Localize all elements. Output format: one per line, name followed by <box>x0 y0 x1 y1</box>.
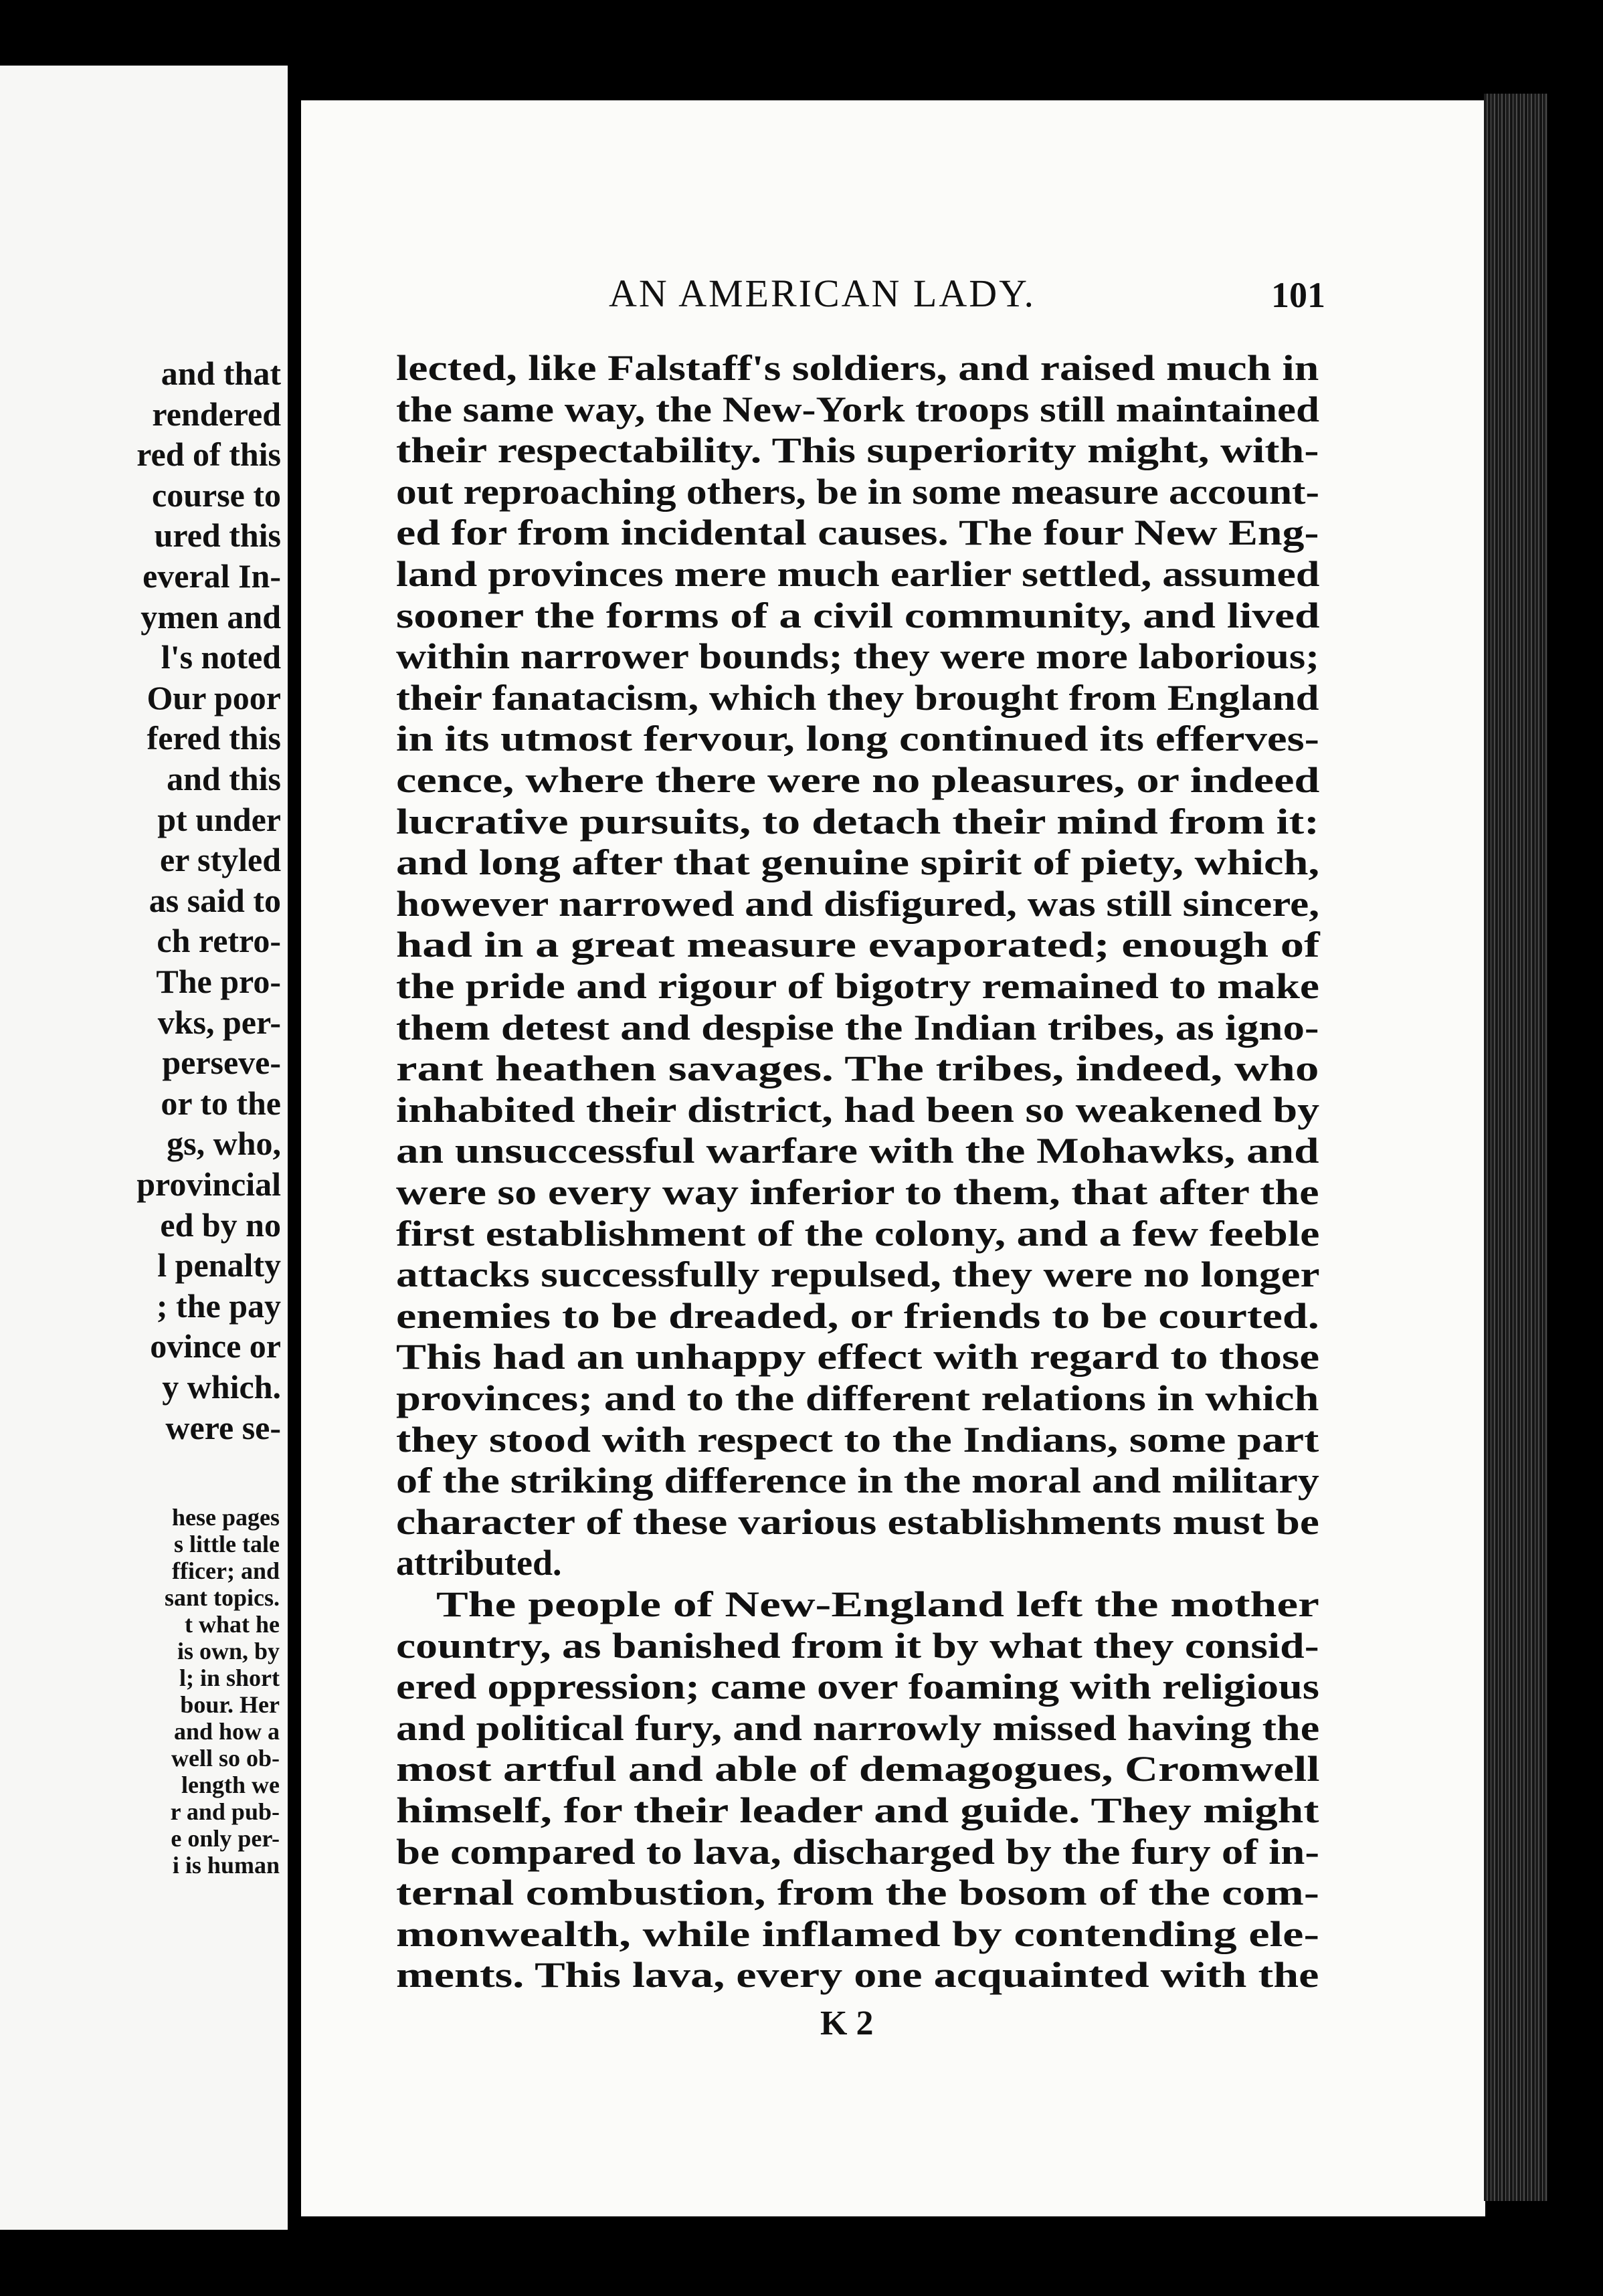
body-line: their fanatacism, which they brought from England <box>396 677 1319 718</box>
body-line: of the striking difference in the moral and military <box>396 1460 1319 1501</box>
body-line: an unsuccessful warfare with the Mohawks, and <box>396 1131 1319 1171</box>
left-page-line: and this <box>167 760 281 797</box>
left-page-line: l penalty <box>157 1246 281 1284</box>
left-page-line: Our poor <box>147 678 281 716</box>
left-page-note-line: r and pub- <box>170 1798 280 1825</box>
left-page-line: gs, who, <box>167 1125 281 1163</box>
left-page-note-line: l; in short <box>179 1664 280 1691</box>
left-page-line: everal In- <box>143 557 281 595</box>
body-line: ments. This lava, every one acquainted with the <box>396 1955 1319 1996</box>
body-line: country, as banished from it by what they consid- <box>396 1625 1319 1666</box>
body-line: their respectability. This superiority might, with- <box>396 430 1319 471</box>
body-line: were so every way inferior to them, that after the <box>396 1172 1319 1212</box>
body-line: monwealth, while inflamed by contending ele- <box>396 1913 1320 1954</box>
left-page-line: ymen and <box>140 597 281 636</box>
left-page-note-line: and how a <box>173 1718 280 1745</box>
body-line: inhabited their district, had been so weakened by <box>396 1089 1320 1130</box>
body-line: rant heathen savages. The tribes, indeed, who <box>396 1048 1319 1089</box>
body-line: The people of New-England left the mother <box>436 1584 1319 1624</box>
body-line: most artful and able of demagogues, Cromwell <box>396 1749 1320 1790</box>
left-page-note-line: sant topics. <box>164 1584 280 1611</box>
body-line: and long after that genuine spirit of piety, which, <box>396 842 1320 883</box>
body-line: first establishment of the colony, and a few feeble <box>396 1213 1320 1254</box>
left-page-note-line: hese pages <box>172 1504 280 1531</box>
body-line: within narrower bounds; they were more laborious; <box>396 636 1320 677</box>
left-page-line: ed by no <box>160 1206 281 1244</box>
left-page-line: vks, per- <box>157 1003 281 1041</box>
body-line: the pride and rigour of bigotry remained to make <box>396 966 1319 1006</box>
left-page-line: fered this <box>147 719 281 757</box>
left-page-line: The pro- <box>156 963 281 1000</box>
body-line: and political fury, and narrowly missed having the <box>396 1707 1320 1748</box>
body-line: them detest and despise the Indian tribes, as igno- <box>396 1007 1319 1048</box>
left-page-line: red of this <box>136 436 281 474</box>
body-line: in its utmost fervour, long continued its efferves- <box>396 719 1319 759</box>
left-page-note-line: s little tale <box>174 1531 280 1557</box>
left-page-line: rendered <box>152 395 281 433</box>
body-line: attributed. <box>396 1543 562 1584</box>
body-line: the same way, the New-York troops still maintained <box>396 389 1319 429</box>
left-page-line: course to <box>152 476 281 514</box>
left-page-line: y which. <box>162 1368 281 1406</box>
left-page-line: were se- <box>165 1408 281 1446</box>
body-line: sooner the forms of a civil community, and lived <box>396 595 1320 636</box>
body-line: had in a great measure evaporated; enough of <box>396 925 1320 965</box>
body-line: be compared to lava, discharged by the fury of in- <box>396 1831 1319 1872</box>
body-line: lected, like Falstaff's soldiers, and raised much in <box>396 348 1319 388</box>
left-page-note-line: t what he <box>185 1611 280 1638</box>
body-line: land provinces mere much earlier settled, assumed <box>396 554 1320 594</box>
page-number: 101 <box>1271 275 1325 315</box>
body-line: ered oppression; came over foaming with religious <box>396 1666 1319 1707</box>
left-page-note-line: length we <box>181 1772 280 1798</box>
page-edge <box>1484 94 1547 2201</box>
body-line: however narrowed and disfigured, was still sincere, <box>396 883 1320 924</box>
left-page-line: l's noted <box>161 638 281 676</box>
body-line: attacks successfully repulsed, they were no longer <box>396 1254 1320 1295</box>
body-line: enemies to be dreaded, or friends to be courted. <box>396 1295 1319 1336</box>
body-line: lucrative pursuits, to detach their mind from it: <box>396 801 1319 842</box>
body-line: ed for from incidental causes. The four New Eng- <box>396 512 1319 553</box>
left-page-line: ch retro- <box>157 922 281 960</box>
signature-mark: K 2 <box>820 2004 874 2042</box>
body-line: provinces; and to the different relations in which <box>396 1378 1319 1418</box>
left-page-line: perseve- <box>162 1044 281 1082</box>
left-page-line: as said to <box>149 881 281 919</box>
body-line: himself, for their leader and guide. They might <box>396 1790 1319 1830</box>
body-line: ternal combustion, from the bosom of the com- <box>396 1873 1319 1913</box>
left-page-line: provincial <box>136 1165 281 1203</box>
left-page-line: pt under <box>157 800 281 838</box>
left-page-line: ; the pay <box>156 1286 281 1325</box>
left-page-note-line: i is human <box>172 1852 280 1879</box>
left-page-line: or to the <box>161 1084 281 1122</box>
left-page-note-line: well so ob- <box>171 1745 280 1772</box>
body-line: character of these various establishments must be <box>396 1501 1319 1542</box>
left-page-line: ured this <box>154 516 281 555</box>
left-page-note-line: e only per- <box>171 1825 280 1852</box>
body-line: they stood with respect to the Indians, some part <box>396 1419 1319 1460</box>
running-header: AN AMERICAN LADY. <box>609 272 1036 315</box>
left-page-note-line: bour. Her <box>180 1691 280 1718</box>
body-line: cence, where there were no pleasures, or indeed <box>396 760 1320 800</box>
left-page-note-line: is own, by <box>177 1638 280 1664</box>
body-line: This had an unhappy effect with regard to those <box>396 1337 1320 1377</box>
left-page-line: ovince or <box>150 1327 281 1365</box>
left-page-line: and that <box>161 355 281 392</box>
left-page-note-line: fficer; and <box>172 1557 280 1584</box>
left-page-line: er styled <box>160 841 281 879</box>
body-line: out reproaching others, be in some measure account- <box>396 471 1319 512</box>
left-page <box>0 66 288 2230</box>
